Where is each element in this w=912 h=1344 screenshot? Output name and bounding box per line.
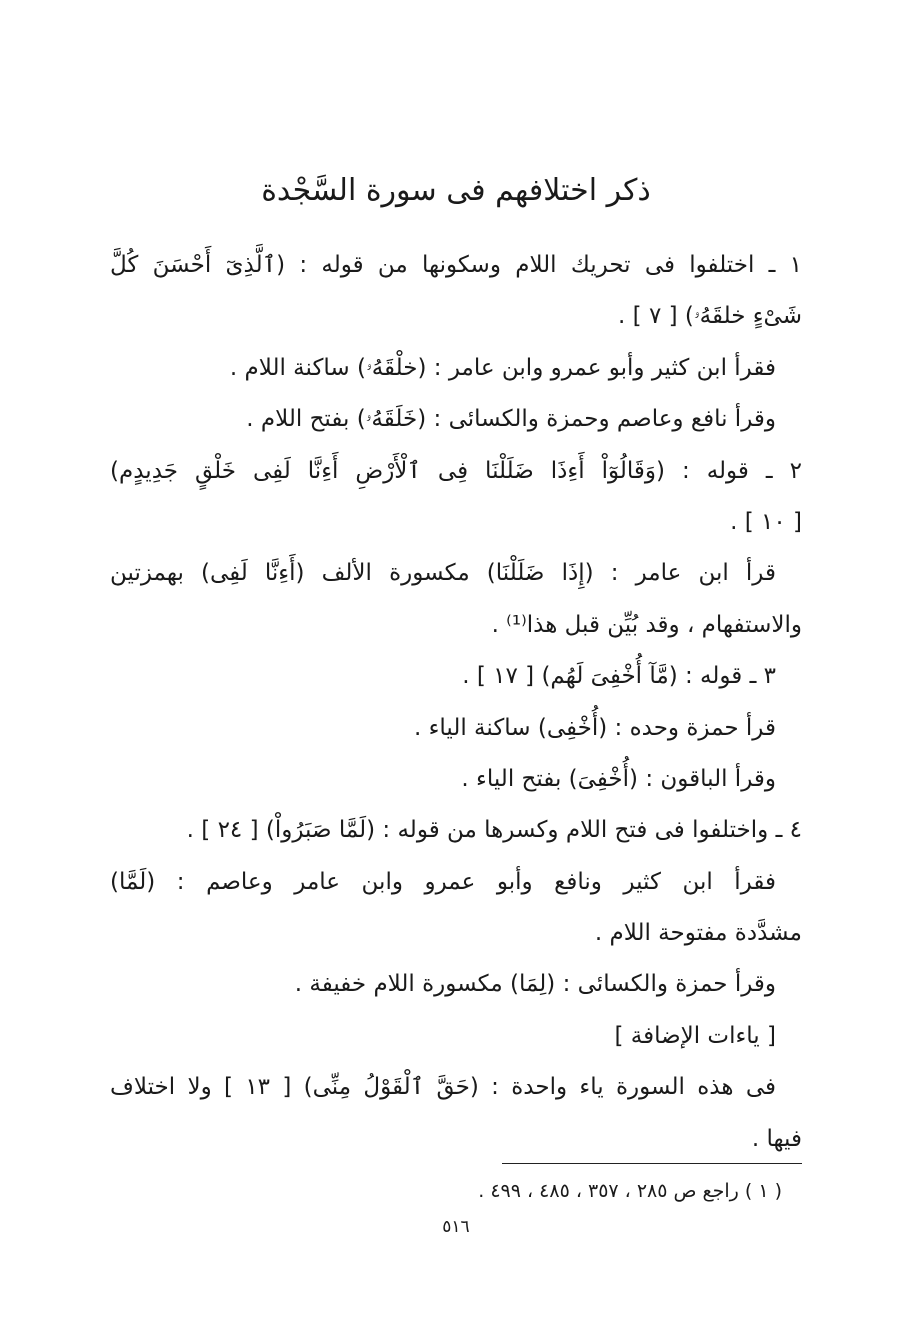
text-line: وقرأ الباقون : (أُخْفِىَ) بفتح الياء .: [461, 765, 776, 792]
body-text: [110, 240, 802, 1165]
footnote: ( ١ ) راجع ص ٢٨٥ ، ٣٥٧ ، ٤٨٥ ، ٤٩٩ .: [478, 1180, 782, 1202]
text-line: قرأ ابن عامر : (إِذَا ضَلَلْنَا) مكسورة الألف (أَءِنَّا لَفِى) بهمزتين: [110, 560, 776, 587]
text-line: فيها .: [751, 1125, 802, 1152]
text-line: ٣ ـ قوله : (مَّآ أُخْفِىَ لَهُم) [ ١٧ ] .: [462, 663, 776, 690]
text-line: ٤ ـ واختلفوا فى فتح اللام وكسرها من قوله : (لَمَّا صَبَرُواْ) [ ٢٤ ] .: [186, 817, 802, 844]
text-line: والاستفهام ، وقد بُيِّن قبل هذا⁽¹⁾ .: [491, 611, 802, 638]
text-line: شَىْءٍ خلقَهُۥ) [ ٧ ] .: [618, 303, 802, 330]
text-line: مشدَّدة مفتوحة اللام .: [594, 920, 802, 947]
text-line: [ ١٠ ] .: [730, 508, 802, 535]
text-line: وقرأ نافع وعاصم وحمزة والكسائى : (خَلَقَهُۥ) بفتح اللام .: [246, 406, 776, 433]
text-line: قرأ حمزة وحده : (أُخْفِى) ساكنة الياء .: [413, 714, 776, 741]
text-line: فقرأ ابن كثير وأبو عمرو وابن عامر : (خلْقَهُۥ) ساكنة اللام .: [229, 354, 776, 381]
text-line: فقرأ ابن كثير ونافع وأبو عمرو وابن عامر وعاصم : (لَمَّا): [110, 868, 776, 895]
section-heading: [ ياءات الإضافة ]: [614, 1022, 776, 1049]
text-line: وقرأ حمزة والكسائى : (لِمَا) مكسورة اللام خفيفة .: [294, 971, 776, 998]
footnote-separator: [502, 1163, 802, 1164]
chapter-title: ذكر اختلافهم فى سورة السَّجْدة: [261, 173, 651, 208]
text-line: فى هذه السورة ياء واحدة : (حَقَّ ٱلْقَوْلُ مِنِّى) [ ١٣ ] ولا اختلاف: [110, 1074, 776, 1101]
text-line: ٢ ـ قوله : (وَقَالُوٓاْ أَءِذَا ضَلَلْنَا فِى ٱلْأَرْضِ أَءِنَّا لَفِى خَلْقٍ جَدِيدٍم): [110, 457, 802, 484]
page-number: ٥١٦: [442, 1217, 470, 1237]
text-line: ١ ـ اختلفوا فى تحريك اللام وسكونها من قوله : (ٱلَّذِىٓ أَحْسَنَ كُلَّ: [110, 252, 802, 278]
